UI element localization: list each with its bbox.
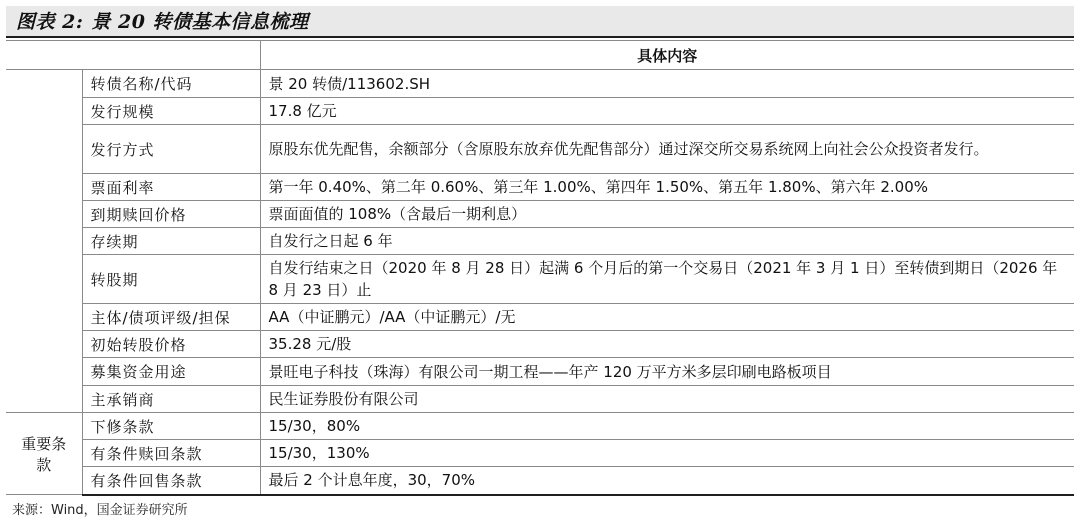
- title-bar: [6, 6, 1074, 38]
- row-value: 最后 2 个计息年度，30，70%: [260, 467, 1074, 495]
- row-label: 转股期: [82, 255, 260, 304]
- row-value: 17.8 亿元: [260, 98, 1074, 125]
- table-row: [6, 98, 1074, 125]
- row-value: 35.28 元/股: [260, 331, 1074, 358]
- row-label: 转债名称/代码: [82, 70, 260, 98]
- row-value: 原股东优先配售，余额部分（含原股东放弃优先配售部分）通过深交所交易系统网上向社会公众投资者发行。: [260, 125, 1074, 174]
- row-label: 有条件回售条款: [82, 467, 260, 495]
- table-row: [6, 467, 1074, 495]
- bond-info-table: [6, 40, 1074, 496]
- table-row: [6, 70, 1074, 98]
- table-row: [6, 201, 1074, 228]
- table-row: [6, 228, 1074, 255]
- row-value: 第一年 0.40%、第二年 0.60%、第三年 1.00%、第四年 1.50%、第五年 1.80%、第六年 2.00%: [260, 174, 1074, 201]
- row-value: 景旺电子科技（珠海）有限公司一期工程——年产 120 万平方米多层印刷电路板项目: [260, 358, 1074, 386]
- table-row: [6, 304, 1074, 331]
- table-row: [6, 386, 1074, 413]
- row-value: 自发行结束之日（2020 年 8 月 28 日）起满 6 个月后的第一个交易日（2021 年 3 月 1 日）至转债到期日（2026 年 8 月 23 日）止: [260, 255, 1074, 304]
- table-row: [6, 255, 1074, 304]
- row-value: 景 20 转债/113602.SH: [260, 70, 1074, 98]
- table-row: [6, 125, 1074, 174]
- row-value: 自发行之日起 6 年: [260, 228, 1074, 255]
- row-value: 民生证券股份有限公司: [260, 386, 1074, 413]
- row-label: 初始转股价格: [82, 331, 260, 358]
- row-label: 募集资金用途: [82, 358, 260, 386]
- row-value: AA（中证鹏元）/AA（中证鹏元）/无: [260, 304, 1074, 331]
- header-blank-cell: [6, 41, 260, 70]
- table-row: [6, 174, 1074, 201]
- table-row: [6, 331, 1074, 358]
- key-terms-group-label: 重要条款: [6, 413, 82, 495]
- row-value: 票面面值的 108%（含最后一期利息）: [260, 201, 1074, 228]
- row-value: 15/30，80%: [260, 413, 1074, 440]
- row-label: 票面利率: [82, 174, 260, 201]
- source-note: 来源：Wind，国金证券研究所: [12, 503, 188, 518]
- row-label: 存续期: [82, 228, 260, 255]
- row-label: 主体/债项评级/担保: [82, 304, 260, 331]
- table-header-row: [6, 41, 1074, 70]
- row-label: 有条件赎回条款: [82, 440, 260, 467]
- row-label: 发行规模: [82, 98, 260, 125]
- table-row: [6, 440, 1074, 467]
- header-content-cell: 具体内容: [260, 41, 1074, 70]
- row-label: 下修条款: [82, 413, 260, 440]
- row-label: 发行方式: [82, 125, 260, 174]
- row-value: 15/30，130%: [260, 440, 1074, 467]
- row-label: 主承销商: [82, 386, 260, 413]
- figure-number: 图表 2:: [16, 11, 84, 33]
- table-row: [6, 413, 1074, 440]
- table-row: [6, 358, 1074, 386]
- row-label: 到期赎回价格: [82, 201, 260, 228]
- group-cell-blank: [6, 70, 82, 413]
- figure-title-text: 景 20 转债基本信息梳理: [91, 11, 309, 33]
- chart-title: [16, 10, 309, 34]
